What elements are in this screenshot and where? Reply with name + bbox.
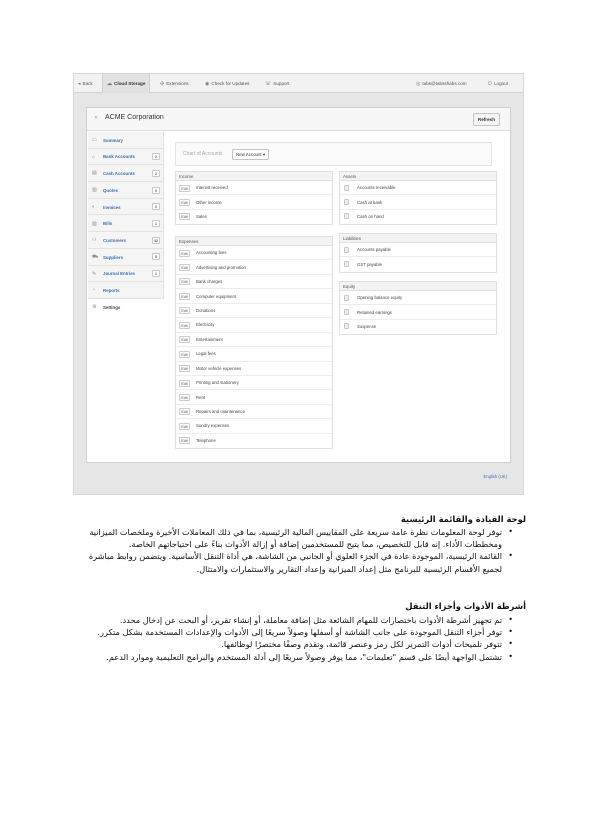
close-icon[interactable]: ✕ xyxy=(94,115,99,121)
company-name: ACME Corporation xyxy=(105,114,164,121)
refresh-button[interactable]: Refresh xyxy=(473,113,500,126)
bullet-icon: • xyxy=(508,527,513,536)
income-group xyxy=(175,171,333,225)
group-title: Income xyxy=(176,172,332,181)
count-badge: 42 xyxy=(154,238,158,243)
count-badge: 1 xyxy=(152,270,160,277)
quote-icon: ▥ xyxy=(92,187,97,194)
extensions-button[interactable]: ✣ Extensions xyxy=(160,74,189,93)
edit-button[interactable]: Edit xyxy=(179,394,190,401)
edit-button[interactable]: Edit xyxy=(179,307,190,314)
edit-button[interactable]: Edit xyxy=(179,213,190,220)
lock-icon xyxy=(344,295,349,301)
support-button[interactable]: ☏ Support xyxy=(265,74,289,93)
refresh-icon: ◉ xyxy=(205,81,210,87)
account-row[interactable]: Edit Legal fees xyxy=(176,347,332,361)
account-row[interactable]: Edit Advertising and promotion xyxy=(176,260,332,274)
chart-of-accounts-label: Chart of Accounts xyxy=(183,151,223,157)
bullet-icon: • xyxy=(508,615,513,624)
bullet-icon: • xyxy=(508,627,513,637)
list-item: • تشتمل الواجهة أيضًا على قسم "تعليمات"، مما يوفر وصولاً سريعًا إلى أدلة المستخدم والبرامج التعليمية وموارد الدعم. xyxy=(106,651,513,662)
sidebar-item-invoices[interactable]: ◐ Invoices 2 xyxy=(88,199,164,216)
account-row[interactable]: Accounts receivable xyxy=(340,181,496,195)
edit-button[interactable]: Edit xyxy=(179,293,190,300)
account-row[interactable]: Edit Computer equipment xyxy=(176,289,332,303)
suppliers-icon: ⛟ xyxy=(92,253,99,260)
edit-button[interactable]: Edit xyxy=(179,365,190,372)
group-title: Equity xyxy=(340,282,496,291)
account-row[interactable]: Edit Entertainment xyxy=(176,333,332,347)
account-row[interactable]: Edit Donations xyxy=(176,304,332,318)
edit-button[interactable]: Edit xyxy=(179,185,190,192)
account-row[interactable]: Edit Sundry expenses xyxy=(176,419,332,433)
edit-button[interactable]: Edit xyxy=(179,199,190,206)
sidebar-item-summary[interactable]: ▭ Summary xyxy=(88,132,164,149)
bullet-icon: • xyxy=(508,551,513,561)
account-row[interactable]: Edit Telephone xyxy=(176,434,332,448)
bank-icon: ⌂ xyxy=(92,153,96,160)
account-row[interactable]: Edit Repairs and maintenance xyxy=(176,405,332,419)
edit-button[interactable]: Edit xyxy=(179,264,190,271)
account-row[interactable]: Suspense xyxy=(340,320,496,334)
account-row[interactable]: GST payable xyxy=(340,257,496,271)
sidebar-item-quotes[interactable]: ▥ Quotes 0 xyxy=(88,182,164,199)
back-button[interactable]: ◂ Back xyxy=(78,74,93,93)
section-heading: أشرطة الأدوات وأجزاء التنقل xyxy=(405,601,526,611)
logout-button[interactable]: ⏻ Logout xyxy=(488,74,508,93)
bullet-icon: • xyxy=(508,639,513,649)
group-title: Expenses xyxy=(176,237,332,246)
lock-icon xyxy=(344,185,349,191)
cloud-icon: ☁ xyxy=(107,81,112,87)
lock-icon xyxy=(344,213,349,219)
count-badge: 1 xyxy=(152,220,160,227)
account-row[interactable]: Edit Other income xyxy=(176,195,332,209)
language-link[interactable]: English (UK) xyxy=(483,474,507,479)
check-updates-button[interactable]: ◉ Check for Updates xyxy=(205,74,249,93)
edit-button[interactable]: Edit xyxy=(179,423,190,430)
chart-of-accounts-bar xyxy=(175,142,492,166)
group-title: Liabilities xyxy=(340,234,496,243)
arrow-left-icon: ◂ xyxy=(78,81,81,87)
edit-button[interactable]: Edit xyxy=(179,380,190,387)
edit-button[interactable]: Edit xyxy=(179,336,190,343)
expenses-group xyxy=(175,236,333,449)
account-row[interactable]: Edit Interest received xyxy=(176,181,332,195)
customers-icon: ⚇ xyxy=(92,237,97,244)
chart-of-accounts-content xyxy=(171,142,505,459)
account-row[interactable]: Edit Bank charges xyxy=(176,275,332,289)
lock-icon xyxy=(344,323,349,329)
invoice-icon: ◐ xyxy=(92,203,96,210)
equity-group xyxy=(339,281,497,335)
panel-header xyxy=(87,108,510,131)
bullet-icon: • xyxy=(508,651,513,661)
sidebar-item-bank-accounts[interactable]: ⌂ Bank Accounts 2 xyxy=(88,149,164,166)
sidebar xyxy=(88,132,164,313)
edit-button[interactable]: Edit xyxy=(179,437,190,444)
account-row[interactable]: Edit Electricity xyxy=(176,318,332,332)
account-row[interactable]: Edit Rent xyxy=(176,390,332,404)
list-item: • القائمة الرئيسية، الموجودة عادة في الجزء العلوي أو الجانبي من الشاشة، هي أداة التنقل الأساسية. ويتضمن روابط مباشرة لجميع الأقسام الرئيسية للبرنامج مثل إعداد الميزانية وإعداد التقارير والاستثمارات والامتثال. xyxy=(88,551,513,574)
lock-icon xyxy=(344,247,349,253)
sidebar-item-cash-accounts[interactable]: ▤ Cash Accounts 2 xyxy=(88,165,164,182)
sidebar-item-bills[interactable]: ▧ Bills 1 xyxy=(88,216,164,233)
liabilities-group xyxy=(339,233,497,273)
assets-group xyxy=(339,171,497,225)
journal-icon: ✎ xyxy=(92,270,97,277)
account-row[interactable]: Edit Motor vehicle expenses xyxy=(176,362,332,376)
user-icon: ◎ xyxy=(416,81,421,87)
section-heading: لوحة القيادة والقائمة الرئيسية xyxy=(400,514,526,524)
sidebar-item-reports[interactable]: ◔ Reports xyxy=(88,282,164,299)
lock-icon xyxy=(344,309,349,315)
cloud-storage-button[interactable]: ☁ Cloud Storage xyxy=(102,74,150,93)
list-item: • توفر لوحة المعلومات نظرة عامة سريعة على المقاييس المالية الرئيسية، بما في ذلك المعاملات الأخيرة وملخصات الميزانية ومخططات الأداء. إنه قابل للتخصيص، مما يتيح للمستخدمين إضافة أو إزالة الأدوات بناءً على احتياجاتهم الخاصة. xyxy=(89,527,513,550)
top-toolbar xyxy=(74,74,523,93)
section-toolbars xyxy=(60,601,526,663)
edit-button[interactable]: Edit xyxy=(179,278,190,285)
business-panel xyxy=(86,107,511,463)
group-title: Assets xyxy=(340,172,496,181)
account-row[interactable]: Edit Sales xyxy=(176,210,332,224)
sidebar-item-customers[interactable]: ⚇ Customers 42 xyxy=(88,232,164,249)
count-badge: 2 xyxy=(152,170,160,177)
count-badge: 5 xyxy=(152,253,160,260)
sidebar-item-settings[interactable]: ⚙ Settings xyxy=(88,299,164,316)
count-badge: 2 xyxy=(152,203,160,210)
new-account-button[interactable]: New Account ▾ xyxy=(232,149,269,160)
edit-button[interactable]: Edit xyxy=(179,351,190,358)
bill-icon: ▧ xyxy=(92,220,97,227)
settings-icon: ⚙ xyxy=(92,304,97,310)
list-item: • توفر أجزاء التنقل الموجودة على جانب الشاشة أو أسفلها وصولاً سريعًا إلى الأدوات والإعدادات المستخدمة بشكل متكرر. xyxy=(97,627,513,638)
edit-button[interactable]: Edit xyxy=(179,322,190,329)
bullet-list xyxy=(60,526,526,575)
monitor-icon: ▭ xyxy=(92,137,97,143)
edit-button[interactable]: Edit xyxy=(179,408,190,415)
account-row[interactable]: Cash at bank xyxy=(340,195,496,209)
list-item: • تم تجهيز أشرطة الأدوات باختصارات للمهام الشائعة مثل إضافة معاملة، أو إنشاء تقرير، أو البحث عن إدخال محدد. xyxy=(119,615,513,625)
app-screenshot xyxy=(73,73,524,495)
support-icon: ☏ xyxy=(265,81,272,87)
account-row[interactable]: Edit Printing and stationery xyxy=(176,376,332,390)
reports-icon: ◔ xyxy=(92,287,96,294)
sidebar-item-journal-entries[interactable]: ✎ Journal Entries 1 xyxy=(88,266,164,283)
count-badge: 2 xyxy=(152,153,160,160)
account-row[interactable]: Opening balance equity xyxy=(340,291,496,305)
power-icon: ⏻ xyxy=(488,81,492,87)
account-row[interactable]: Retained earnings xyxy=(340,305,496,319)
count-badge: 0 xyxy=(152,187,160,194)
user-email[interactable]: ◎ tabs@tabsshabs.com xyxy=(416,74,467,93)
lock-icon xyxy=(344,261,349,267)
cash-icon: ▤ xyxy=(92,170,97,177)
section-dashboard xyxy=(60,514,526,575)
sidebar-item-suppliers[interactable]: ⛟ Suppliers 5 xyxy=(88,249,164,266)
account-row[interactable]: Cash on hand xyxy=(340,210,496,224)
account-row[interactable]: Accounts payable xyxy=(340,243,496,257)
edit-button[interactable]: Edit xyxy=(179,250,190,257)
bullet-list xyxy=(60,614,526,663)
lock-icon xyxy=(344,199,349,205)
account-row[interactable]: Edit Accounting fees xyxy=(176,246,332,260)
list-item: • تتوفر تلميحات أدوات التمرير لكل رمز وعنصر قائمة، وتقدم وصفًا مختصرًا لوظائفها. xyxy=(221,639,513,650)
puzzle-icon: ✣ xyxy=(160,81,165,87)
